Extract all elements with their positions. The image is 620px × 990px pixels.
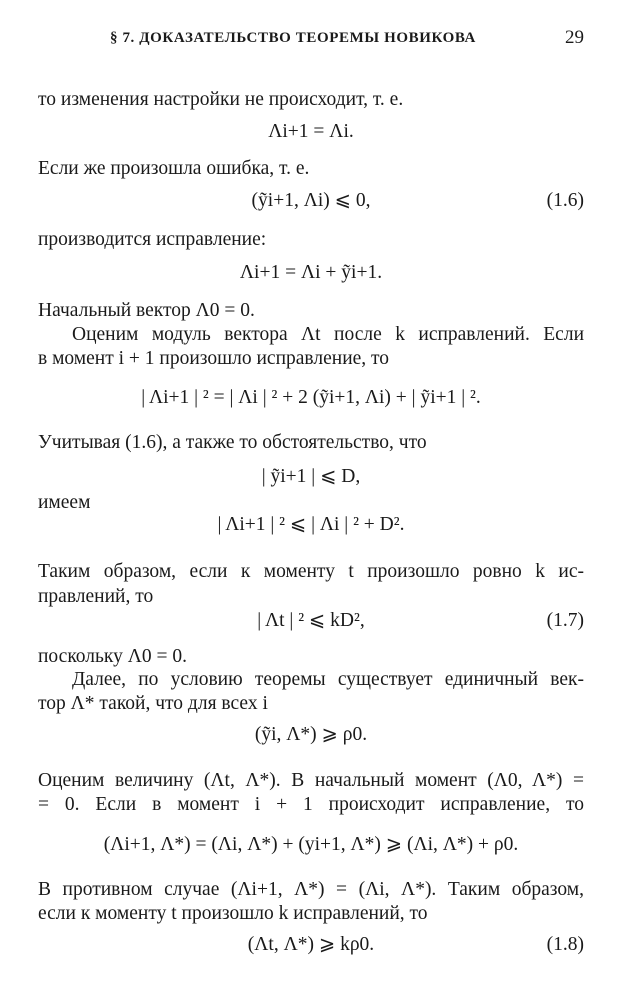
equation-text: (Λi+1, Λ*) = (Λi, Λ*) + (yi+1, Λ*) ⩾ (Λi, Λ*) + ρ0.	[103, 834, 519, 855]
running-title: § 7. ДОКАЗАТЕЛЬСТВО ТЕОРЕМЫ НОВИКОВА	[110, 30, 476, 46]
equation-1-6	[38, 188, 584, 214]
text-line: правлений, то	[38, 586, 154, 607]
text-line: Оценим модуль вектора Λt после k исправлений. Если	[72, 324, 584, 345]
text-line: = 0. Если в момент i + 1 происходит исправление, то	[38, 794, 584, 815]
text-line: Далее, по условию теоремы существует единичный век-	[72, 669, 584, 690]
text-line: Оценим величину (Λt, Λ*). В начальный момент (Λ0, Λ*) =	[38, 770, 584, 791]
text-line: Учитывая (1.6), а также то обстоятельство, что	[38, 432, 427, 453]
text-line: то изменения настройки не происходит, т. е.	[38, 89, 404, 110]
equation-number: (1.7)	[546, 610, 584, 631]
equation-text: | Λt | ² ⩽ kD²,	[257, 610, 365, 631]
equation-text: (ỹi+1, Λi) ⩽ 0,	[251, 190, 371, 211]
text-line: в момент i + 1 произошло исправление, то	[38, 348, 390, 369]
text-line: тор Λ* такой, что для всех i	[38, 693, 268, 714]
equation	[38, 512, 584, 538]
equation-text: Λi+1 = Λi.	[268, 121, 354, 142]
equation-text: Λi+1 = Λi + ỹi+1.	[239, 262, 383, 283]
equation	[38, 464, 584, 490]
text-line: имеем	[38, 492, 91, 513]
equation-text: | Λi+1 | ² ⩽ | Λi | ² + D².	[217, 514, 405, 535]
page-number: 29	[565, 27, 584, 48]
running-header	[110, 27, 584, 56]
text-line: Таким образом, если к моменту t произошло ровно k ис-	[38, 561, 584, 582]
equation	[38, 385, 584, 411]
text-line: производится исправление:	[38, 229, 267, 250]
equation-number: (1.8)	[546, 934, 584, 955]
equation-1-8	[38, 932, 584, 958]
text-line: если к моменту t произошло k исправлений, то	[38, 903, 428, 924]
equation-text: | Λi+1 | ² = | Λi | ² + 2 (ỹi+1, Λi) + | ỹi+1 | ².	[141, 387, 481, 408]
equation	[38, 119, 584, 145]
text-line: поскольку Λ0 = 0.	[38, 646, 188, 667]
equation-text: (ỹi, Λ*) ⩾ ρ0.	[254, 724, 368, 745]
text-line: Начальный вектор Λ0 = 0.	[38, 300, 255, 321]
equation-text: (Λt, Λ*) ⩾ kρ0.	[247, 934, 375, 955]
text-line: Если же произошла ошибка, т. е.	[38, 158, 310, 179]
equation	[38, 832, 584, 858]
equation	[38, 260, 584, 286]
equation-text: | ỹi+1 | ⩽ D,	[261, 466, 361, 487]
equation-1-7	[38, 608, 584, 634]
equation-number: (1.6)	[546, 190, 584, 211]
text-line: В противном случае (Λi+1, Λ*) = (Λi, Λ*). Таким образом,	[38, 879, 584, 900]
equation	[38, 722, 584, 748]
